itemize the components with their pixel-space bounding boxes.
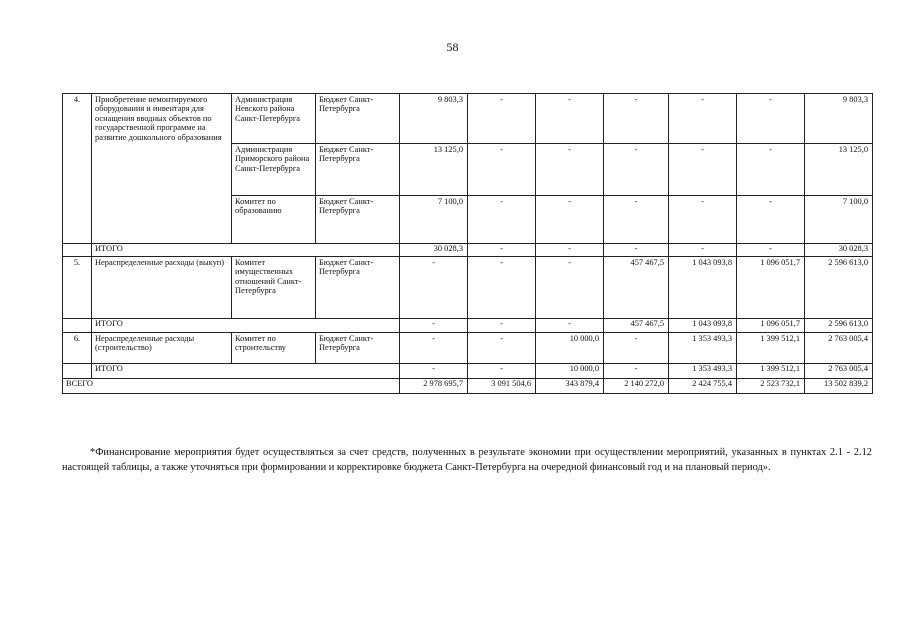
table-row (63, 257, 873, 319)
value-cell: 1 399 512,1 (737, 364, 805, 379)
value-cell: 1 096 051,7 (737, 319, 805, 333)
value-cell: - (737, 144, 805, 196)
grand-total-label: ВСЕГО (63, 379, 400, 394)
value-cell: 3 091 504,6 (468, 379, 536, 394)
measure-name: Нераспределенные расходы (строительство) (92, 333, 232, 364)
value-cell: 1 399 512,1 (737, 333, 805, 364)
itogo-row (63, 319, 873, 333)
total-cell: 9 803,3 (805, 94, 873, 144)
value-cell: - (737, 196, 805, 244)
value-cell: 1 096 051,7 (737, 257, 805, 319)
value-cell: 1 353 493,3 (669, 364, 737, 379)
value-cell: 7 100,0 (400, 196, 468, 244)
value-cell: - (468, 196, 536, 244)
page-number: 58 (446, 40, 459, 54)
value-cell: 13 125,0 (400, 144, 468, 196)
value-cell: - (536, 319, 604, 333)
executor: Администрация Невского района Санкт-Петербурга (232, 94, 316, 144)
value-cell: 9 803,3 (400, 94, 468, 144)
value-cell: - (737, 244, 805, 257)
value-cell: - (669, 196, 737, 244)
footnote: *Финансирование мероприятия будет осуществляться за счет средств, полученных в результате экономии при осуществлении мероприятий, указанных в пунктах 2.1 - 2.12 настоящей таблицы, а также уточняться при формировании и корректировке бюджета Санкт-Петербурга на очередной финансовый год и на плановый период». (62, 447, 872, 473)
total-cell: 30 028,3 (805, 244, 873, 257)
funding-source: Бюджет Санкт-Петербурга (316, 94, 400, 144)
value-cell: - (468, 319, 536, 333)
executor: Администрация Приморского района Санкт-Петербурга (232, 144, 316, 196)
value-cell: 2 424 755,4 (669, 379, 737, 394)
value-cell: - (536, 257, 604, 319)
value-cell: 10 000,0 (536, 364, 604, 379)
value-cell: - (604, 364, 669, 379)
value-cell: - (400, 319, 468, 333)
value-cell: 1 043 093,8 (669, 319, 737, 333)
value-cell: 2 978 695,7 (400, 379, 468, 394)
value-cell: - (468, 94, 536, 144)
total-cell: 7 100,0 (805, 196, 873, 244)
budget-table (62, 93, 873, 394)
total-cell: 13 502 839,2 (805, 379, 873, 394)
executor: Комитет по строительству (232, 333, 316, 364)
funding-source: Бюджет Санкт-Петербурга (316, 333, 400, 364)
table-row (63, 333, 873, 364)
value-cell: - (669, 94, 737, 144)
value-cell: - (536, 244, 604, 257)
value-cell: 30 028,3 (400, 244, 468, 257)
value-cell: - (669, 244, 737, 257)
value-cell: 1 353 493,3 (669, 333, 737, 364)
value-cell: - (468, 257, 536, 319)
itogo-row (63, 244, 873, 257)
value-cell: - (536, 196, 604, 244)
value-cell: - (604, 144, 669, 196)
row-number: 5. (63, 257, 92, 319)
value-cell: 457 467,5 (604, 257, 669, 319)
value-cell: 1 043 093,8 (669, 257, 737, 319)
total-cell: 2 596 613,0 (805, 319, 873, 333)
funding-source: Бюджет Санкт-Петербурга (316, 196, 400, 244)
itogo-label: ИТОГО (92, 364, 400, 379)
measure-name: Приобретение немонтируемого оборудования и инвентаря для оснащения вводных объектов по государственной программе на развитие дошкольного образования (92, 94, 232, 244)
measure-name: Нераспределенные расходы (выкуп) (92, 257, 232, 319)
value-cell: - (737, 94, 805, 144)
value-cell: - (536, 94, 604, 144)
value-cell: 2 140 272,0 (604, 379, 669, 394)
total-cell: 13 125,0 (805, 144, 873, 196)
funding-source: Бюджет Санкт-Петербурга (316, 257, 400, 319)
grand-total-row (63, 379, 873, 394)
value-cell: - (604, 196, 669, 244)
value-cell: - (468, 144, 536, 196)
value-cell: - (400, 333, 468, 364)
value-cell: - (468, 364, 536, 379)
value-cell: 457 467,5 (604, 319, 669, 333)
value-cell: - (468, 244, 536, 257)
value-cell: 10 000,0 (536, 333, 604, 364)
executor: Комитет по образованию (232, 196, 316, 244)
value-cell: - (669, 144, 737, 196)
value-cell: 343 879,4 (536, 379, 604, 394)
executor: Комитет имущественных отношений Санкт-Петербурга (232, 257, 316, 319)
value-cell: - (400, 364, 468, 379)
total-cell: 2 596 613,0 (805, 257, 873, 319)
value-cell: - (536, 144, 604, 196)
total-cell: 2 763 005,4 (805, 364, 873, 379)
value-cell: - (468, 333, 536, 364)
funding-source: Бюджет Санкт-Петербурга (316, 144, 400, 196)
itogo-label: ИТОГО (92, 319, 400, 333)
itogo-row (63, 364, 873, 379)
value-cell: - (604, 333, 669, 364)
value-cell: 2 523 732,1 (737, 379, 805, 394)
row-number: 6. (63, 333, 92, 364)
itogo-label: ИТОГО (92, 244, 400, 257)
value-cell: - (604, 244, 669, 257)
table-row (63, 94, 873, 144)
total-cell: 2 763 005,4 (805, 333, 873, 364)
value-cell: - (604, 94, 669, 144)
value-cell: - (400, 257, 468, 319)
row-number: 4. (63, 94, 92, 244)
